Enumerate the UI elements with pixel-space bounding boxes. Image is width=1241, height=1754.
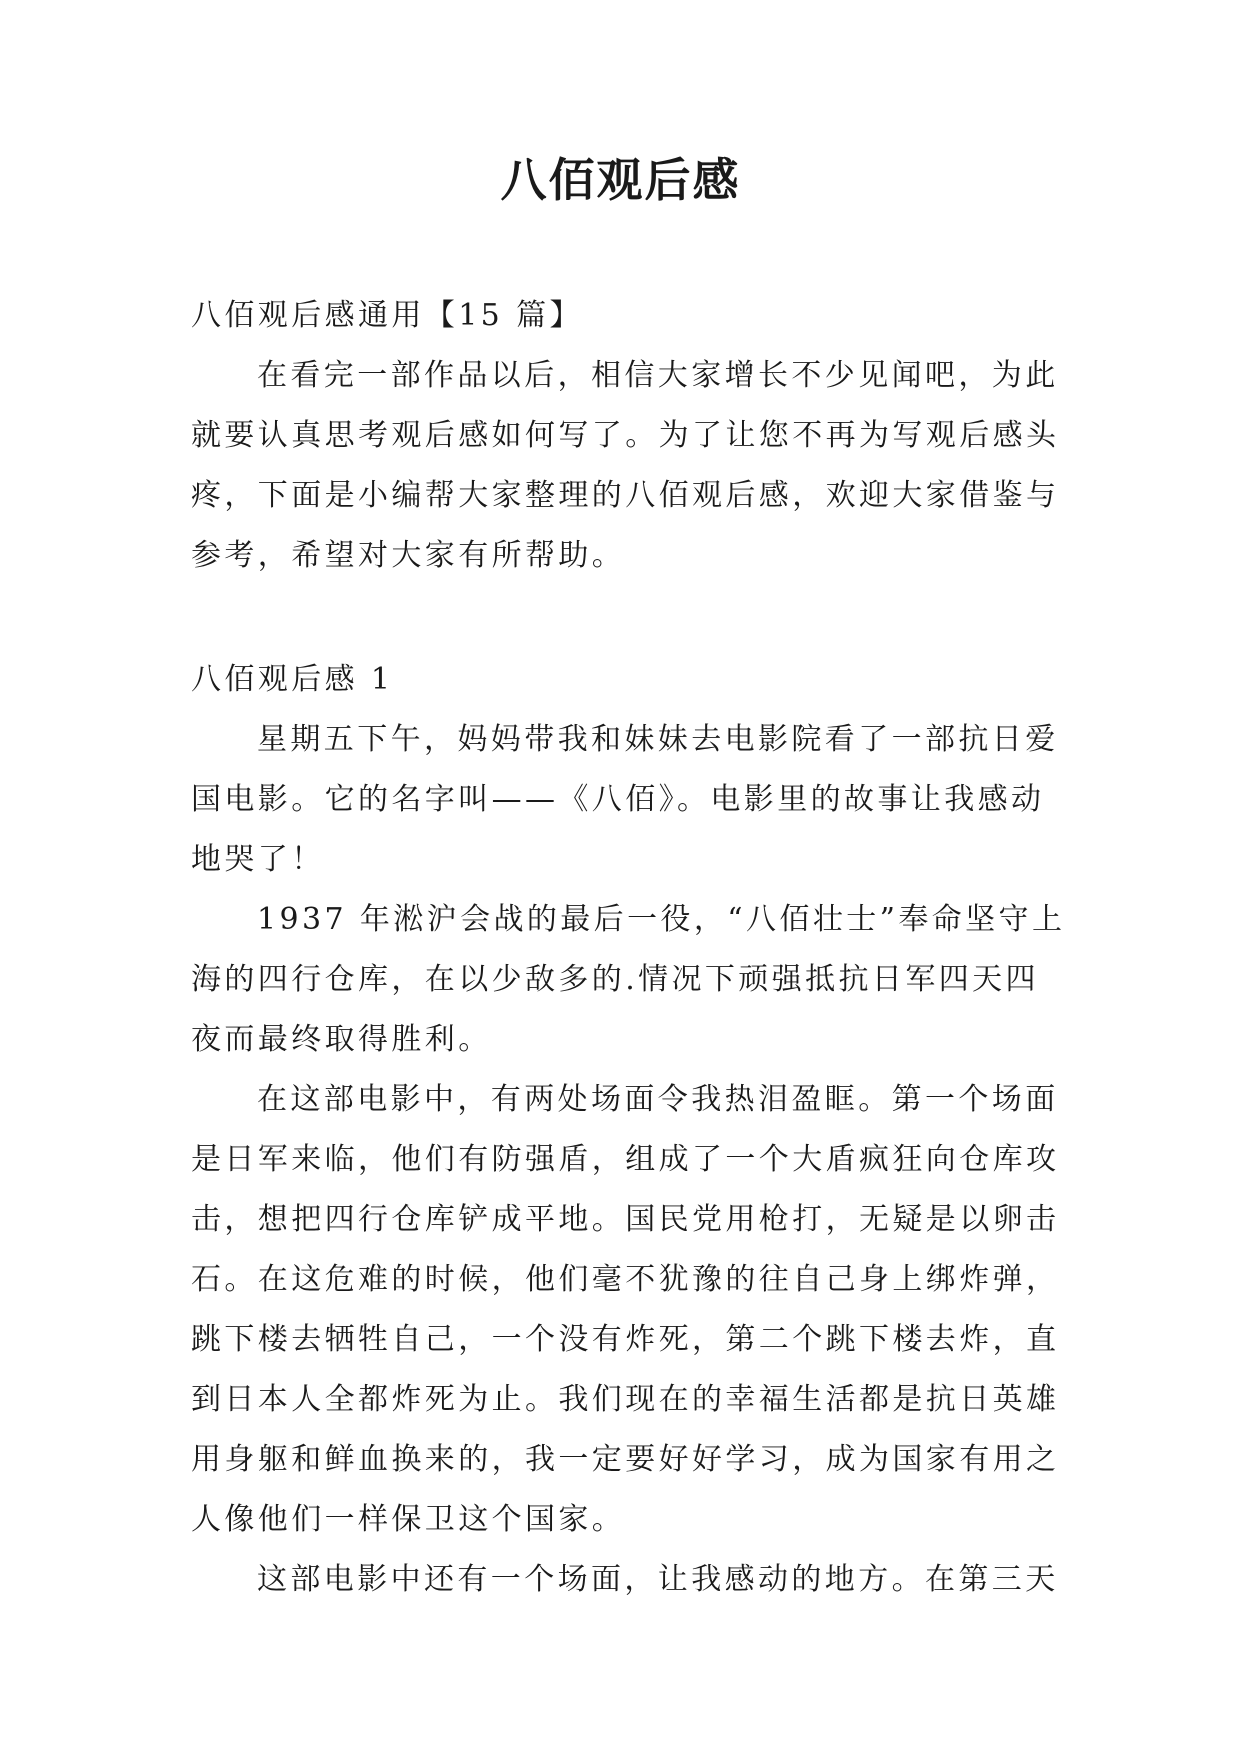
text-line: 在这部电影中，有两处场面令我热泪盈眶。第一个场面 (257, 1082, 1059, 1117)
text-line: 夜而最终取得胜利。 (191, 1022, 492, 1057)
text-line: 国电影。它的名字叫——《八佰》。电影里的故事让我感动 (191, 782, 1045, 817)
paragraph-3 (191, 1070, 1060, 1550)
document-body (191, 286, 1066, 1610)
paragraph-4 (191, 1550, 1059, 1610)
essay-heading: 八佰观后感 1 (191, 662, 394, 697)
text-line: 1937 年淞沪会战的最后一役，“八佰壮士”奉命坚守上 (257, 902, 1066, 937)
text-line: 到日本人全都炸死为止。我们现在的幸福生活都是抗日英雄 (191, 1382, 1060, 1417)
text-line: 跳下楼去牺牲自己，一个没有炸死，第二个跳下楼去炸，直 (191, 1322, 1060, 1357)
text-line: 疼，下面是小编帮大家整理的八佰观后感，欢迎大家借鉴与 (191, 478, 1060, 513)
paragraph-1 (191, 710, 1059, 890)
text-line: 地哭了！ (191, 842, 325, 877)
text-line: 是日军来临，他们有防强盾，组成了一个大盾疯狂向仓库攻 (191, 1142, 1060, 1177)
text-line: 这部电影中还有一个场面，让我感动的地方。在第三天 (257, 1562, 1059, 1597)
document-subtitle: 八佰观后感通用【15 篇】 (191, 298, 583, 333)
text-line: 星期五下午，妈妈带我和妹妹去电影院看了一部抗日爱 (257, 722, 1059, 757)
document-title: 八佰观后感 (500, 153, 741, 207)
text-line: 参考，希望对大家有所帮助。 (191, 538, 626, 573)
paragraph-2 (191, 890, 1066, 1070)
intro-paragraph (191, 346, 1060, 586)
section-gap (191, 586, 1053, 650)
text-line: 击，想把四行仓库铲成平地。国民党用枪打，无疑是以卵击 (191, 1202, 1060, 1237)
text-line: 用身躯和鲜血换来的，我一定要好好学习，成为国家有用之 (191, 1442, 1060, 1477)
text-line: 海的四行仓库，在以少敌多的.情况下顽强抵抗日军四天四 (191, 962, 1039, 997)
text-line: 在看完一部作品以后，相信大家增长不少见闻吧，为此 (257, 358, 1059, 393)
text-line: 石。在这危难的时候，他们毫不犹豫的往自己身上绑炸弹， (191, 1262, 1060, 1297)
text-line: 人像他们一样保卫这个国家。 (191, 1502, 626, 1537)
text-line: 就要认真思考观后感如何写了。为了让您不再为写观后感头 (191, 418, 1060, 453)
